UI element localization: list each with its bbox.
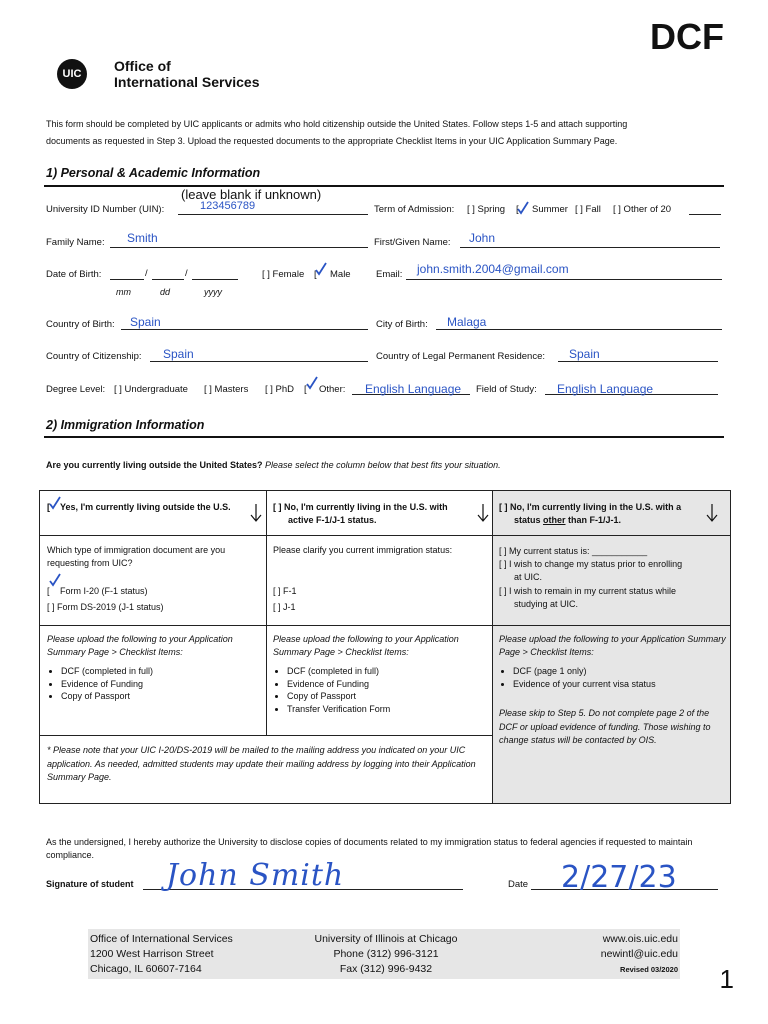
term-other-checkbox[interactable]: [ ] Other of 20 xyxy=(613,204,672,215)
column-divider-2 xyxy=(492,491,493,803)
phd-checkbox[interactable]: [ ] PhD xyxy=(265,384,295,395)
section1-title: 1) Personal & Academic Information xyxy=(46,166,261,180)
col2-upload-text: Please upload the following to your Application Summary Page > Checklist Items: xyxy=(273,634,459,657)
list-item: • Evidence of Funding xyxy=(287,678,390,691)
col2-f1-checkbox[interactable]: [ ] F-1 xyxy=(273,586,297,596)
col3-remain-status-cont: studying at UIC. xyxy=(514,599,579,609)
note-divider xyxy=(40,735,492,736)
footer-left: Office of International Services 1200 West Harrison Street Chicago, IL 60607-7164 xyxy=(90,933,233,975)
country-of-citizenship-field[interactable]: Spain xyxy=(163,347,194,361)
country-of-birth-line xyxy=(121,329,368,330)
col1-ds2019-checkbox[interactable]: [ ] Form DS-2019 (J-1 status) xyxy=(47,602,164,612)
family-name-label: Family Name: xyxy=(46,237,105,248)
country-of-residence-label: Country of Legal Permanent Residence: xyxy=(376,351,545,362)
city-of-birth-label: City of Birth: xyxy=(376,319,428,330)
col1-i20-label: Form I-20 (F-1 status) xyxy=(60,586,148,596)
immigration-table xyxy=(39,490,731,804)
column-divider-1 xyxy=(266,491,267,735)
dob-sep2: / xyxy=(185,268,188,279)
family-name-field[interactable]: Smith xyxy=(127,231,158,245)
arrow-down-icon xyxy=(250,503,262,523)
email-label: Email: xyxy=(376,269,403,280)
office-title xyxy=(114,58,260,90)
section2-rule xyxy=(44,436,724,438)
office-title-line2: International Services xyxy=(114,74,260,90)
country-of-residence-field[interactable]: Spain xyxy=(569,347,600,361)
checkmark-icon xyxy=(315,262,327,276)
list-item: • Evidence of your current visa status xyxy=(513,678,656,691)
given-name-field[interactable]: John xyxy=(469,231,496,245)
male-checkbox-bracket[interactable]: [ xyxy=(314,269,317,280)
city-of-birth-field[interactable]: Malaga xyxy=(447,315,487,329)
arrow-down-icon xyxy=(706,503,718,523)
list-item: • Copy of Passport xyxy=(287,690,390,703)
col3-header-line2: status other than F-1/J-1. xyxy=(514,515,622,525)
dob-day-line[interactable] xyxy=(152,279,184,280)
degree-level-label: Degree Level: xyxy=(46,384,106,395)
masters-checkbox[interactable]: [ ] Masters xyxy=(204,384,249,395)
country-of-residence-line xyxy=(558,361,718,362)
col1-checklist xyxy=(47,665,153,703)
authorization-text: As the undersigned, I hereby authorize the University to disclose copies of documents related to my immigration status to federal agencies if requested to maintain compliance. xyxy=(46,837,693,860)
dob-dd-hint: dd xyxy=(160,287,171,297)
col2-header-line2: active F-1/J-1 status. xyxy=(288,515,377,525)
arrow-down-icon xyxy=(477,503,489,523)
website-link[interactable]: www.ois.uic.edu xyxy=(602,933,678,945)
col3-current-status-checkbox[interactable]: [ ] My current status is: ___________ xyxy=(499,546,648,556)
uic-logo-icon: UIC xyxy=(57,59,87,89)
term-year-line xyxy=(689,214,721,215)
col1-header-bracket[interactable]: [ xyxy=(47,502,50,512)
dob-label: Date of Birth: xyxy=(46,269,102,280)
col2-header-line1[interactable]: [ ] No, I'm currently living in the U.S. with xyxy=(273,502,448,512)
signature-field[interactable]: John Smith xyxy=(166,858,345,893)
list-item: • Transfer Verification Form xyxy=(287,703,390,716)
footer-center: University of Illinois at Chicago Phone (312) 996-3121 Fax (312) 996-9432 xyxy=(314,933,458,975)
col2-checklist xyxy=(273,665,390,715)
mailing-note: * Please note that your UIC I-20/DS-2019 will be mailed to the mailing address you indicated on your UIC application. As needed, admitted students may update their mailing address by logging into their Application Summary Page. xyxy=(47,745,476,782)
field-of-study-field[interactable]: English Language xyxy=(557,382,654,396)
dob-month-line[interactable] xyxy=(110,279,144,280)
country-of-citizenship-label: Country of Citizenship: xyxy=(46,351,142,362)
dob-yyyy-hint: yyyy xyxy=(204,287,222,297)
checkmark-icon xyxy=(306,376,318,390)
col1-header: Yes, I'm currently living outside the U.S. xyxy=(60,502,231,512)
dob-year-line[interactable] xyxy=(192,279,238,280)
uin-line xyxy=(178,214,368,215)
given-name-label: First/Given Name: xyxy=(374,237,451,248)
term-spring-checkbox[interactable]: [ ] Spring xyxy=(467,204,506,215)
other-degree-checkbox-bracket[interactable]: [ xyxy=(304,384,307,395)
other-degree-label: Other: xyxy=(319,384,346,395)
header-divider xyxy=(40,535,730,536)
term-fall-checkbox[interactable]: [ ] Fall xyxy=(575,204,601,215)
section1-rule xyxy=(44,185,724,187)
country-of-citizenship-line xyxy=(150,361,368,362)
list-item: • Evidence of Funding xyxy=(61,678,153,691)
other-degree-field[interactable]: English Language xyxy=(365,382,462,396)
revised-date: Revised 03/2020 xyxy=(620,965,678,974)
family-name-line xyxy=(110,247,368,248)
col2-j1-checkbox[interactable]: [ ] J-1 xyxy=(273,602,296,612)
col3-checklist xyxy=(499,665,656,690)
col3-header-line1[interactable]: [ ] No, I'm currently living in the U.S. with a xyxy=(499,502,682,512)
options-divider xyxy=(40,625,730,626)
dob-sep1: / xyxy=(145,268,148,279)
term-summer-checkbox-bracket[interactable]: [ xyxy=(516,204,519,215)
living-outside-question: Are you currently living outside the United States? Please select the column below that best fits your situation. xyxy=(46,460,501,470)
col3-change-status-checkbox[interactable]: [ ] I wish to change my status prior to enrolling xyxy=(499,559,683,569)
col3-change-status-cont: at UIC. xyxy=(514,572,543,582)
undergraduate-checkbox[interactable]: [ ] Undergraduate xyxy=(114,384,188,395)
col1-i20-checkbox-bracket[interactable]: [ xyxy=(47,586,50,596)
country-of-birth-label: Country of Birth: xyxy=(46,319,115,330)
signature-label: Signature of student xyxy=(46,879,134,889)
list-item: • DCF (page 1 only) xyxy=(513,665,656,678)
uin-note: (leave blank if unknown) xyxy=(181,187,322,202)
office-title-line1: Office of xyxy=(114,58,171,74)
email-link[interactable]: newintl@uic.edu xyxy=(600,948,678,960)
list-item: • Copy of Passport xyxy=(61,690,153,703)
dob-mm-hint: mm xyxy=(116,287,131,297)
city-of-birth-line xyxy=(436,329,722,330)
given-name-line xyxy=(460,247,720,248)
section2-title: 2) Immigration Information xyxy=(46,418,205,432)
uin-field[interactable]: 123456789 xyxy=(200,200,256,212)
list-item: • DCF (completed in full) xyxy=(61,665,153,678)
date-label: Date xyxy=(508,879,529,890)
col3-skip-note: Please skip to Step 5. Do not complete page 2 of the DCF or upload evidence of funding. Those wishing to change status will be contacted by OIS. xyxy=(499,708,711,745)
email-field[interactable]: john.smith.2004@gmail.com xyxy=(417,262,569,276)
col2-question: Please clarify you current immigration status: xyxy=(273,545,453,555)
checkmark-icon xyxy=(517,201,529,215)
term-label: Term of Admission: xyxy=(374,204,455,215)
uin-label: University ID Number (UIN): xyxy=(46,204,165,215)
col1-question: Which type of immigration document are you requesting from UIC? xyxy=(47,545,226,568)
female-checkbox[interactable]: [ ] Female xyxy=(262,269,305,280)
document-code: DCF xyxy=(650,16,724,57)
term-summer-label: Summer xyxy=(532,204,568,215)
intro-text: This form should be completed by UIC applicants or admits who hold citizenship outside the United States. Follow steps 1-5 and attach supporting documents as requested in Step 3. Upload the requested documents to the appropriate Checklist Items in your UIC Application Summary Page. xyxy=(46,119,628,146)
col3-upload-text: Please upload the following to your Application Summary Page > Checklist Items: xyxy=(499,634,726,657)
date-field[interactable]: 2/27/23 xyxy=(561,860,677,895)
country-of-birth-field[interactable]: Spain xyxy=(130,315,161,329)
male-label: Male xyxy=(330,269,351,280)
page-number: 1 xyxy=(719,964,734,994)
field-of-study-label: Field of Study: xyxy=(476,384,537,395)
col1-upload-text: Please upload the following to your Application Summary Page > Checklist Items: xyxy=(47,634,233,657)
list-item: • DCF (completed in full) xyxy=(287,665,390,678)
email-line xyxy=(406,279,722,280)
col3-remain-status-checkbox[interactable]: [ ] I wish to remain in my current status while xyxy=(499,586,677,596)
footer-right xyxy=(520,932,678,977)
